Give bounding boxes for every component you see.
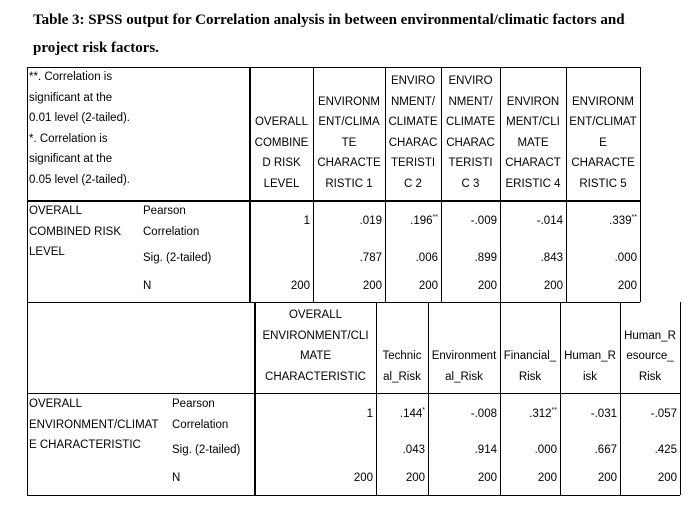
t1-sig-cell-value: .843 bbox=[540, 252, 563, 264]
t1-col-header bbox=[566, 92, 640, 195]
t1-row-label-line: COMBINED RISK bbox=[29, 225, 122, 238]
t2-stat-pearson bbox=[172, 394, 254, 435]
t1-col-header-line: ENVIRONM bbox=[572, 95, 634, 108]
t1-sig-cell bbox=[441, 248, 497, 269]
t2-n-cell-value: 200 bbox=[537, 472, 557, 484]
t1-n-cell bbox=[441, 276, 497, 297]
t1-pearson-cell-value: 1 bbox=[303, 215, 310, 227]
t2-sig-cell-value: .914 bbox=[474, 444, 497, 456]
t2-pearson-cell-value: -.008 bbox=[470, 408, 497, 420]
t1-col-header-line: TERISTI bbox=[448, 157, 493, 169]
t1-col-header-line: CHARACT bbox=[505, 157, 561, 169]
t1-pearson-cell-value: .196 bbox=[410, 215, 433, 227]
t1-n-cell bbox=[250, 276, 310, 297]
t2-bottom-border bbox=[27, 495, 680, 496]
t1-n-cell-value: 200 bbox=[617, 280, 637, 292]
t1-stat-pearson-line: Correlation bbox=[143, 225, 200, 238]
t1-significance-note-line: significant at the bbox=[29, 153, 113, 165]
t2-pearson-cell bbox=[620, 404, 677, 425]
t2-col-header bbox=[428, 346, 500, 387]
t1-col-header-line: ENVIRON bbox=[506, 95, 560, 108]
t1-col-header-line: CLIMATE bbox=[388, 116, 438, 128]
t2-n-cell bbox=[376, 468, 425, 489]
t2-pearson-cell-value: 1 bbox=[366, 408, 373, 420]
t1-row-label-line: OVERALL bbox=[29, 205, 83, 217]
t2-col-divider bbox=[500, 302, 501, 495]
t2-col-header-line: ENVIRONMENT/CLI bbox=[262, 329, 369, 342]
t1-pearson-cell bbox=[250, 211, 310, 232]
t1-n-cell-value: 200 bbox=[362, 280, 382, 292]
t1-col-header-line: C 3 bbox=[461, 177, 480, 190]
t1-n-cell bbox=[385, 276, 438, 297]
t2-col-divider bbox=[376, 302, 377, 495]
t1-pearson-cell-value: .019 bbox=[359, 215, 382, 227]
t1-col-header-line: RISTIC 5 bbox=[579, 177, 627, 190]
t2-n-cell bbox=[428, 468, 497, 489]
t2-col-header bbox=[255, 305, 376, 387]
t1-col-header-line: ENT/CLIMAT bbox=[569, 116, 637, 128]
t2-sig-cell bbox=[428, 440, 497, 461]
t1-col-header-line: CHARAC bbox=[388, 136, 438, 149]
t1-col-header-line: NMENT/ bbox=[390, 95, 436, 108]
t2-n-cell bbox=[500, 468, 557, 489]
t2-sig-cell bbox=[560, 440, 617, 461]
t1-col-header-line: CLIMATE bbox=[446, 116, 495, 128]
t2-left-border bbox=[27, 302, 28, 495]
t1-col-header bbox=[441, 71, 500, 194]
t1-sig-cell-value: .899 bbox=[474, 252, 497, 264]
t1-col-header-line: ENVIRO bbox=[390, 75, 436, 87]
t1-n-cell-value: 200 bbox=[477, 280, 497, 292]
t2-stat-sig bbox=[172, 440, 254, 461]
t2-col-header-line: Environment bbox=[431, 350, 497, 362]
t1-pearson-cell bbox=[500, 211, 563, 232]
t2-pearson-cell bbox=[428, 404, 497, 425]
t1-stat-n bbox=[143, 276, 248, 297]
t2-col-header-line: Risk bbox=[518, 370, 542, 383]
t2-col-header bbox=[376, 346, 428, 387]
t1-col-header-line: D RISK bbox=[262, 157, 301, 169]
t1-bottom-border bbox=[27, 302, 640, 303]
t2-row-label bbox=[29, 394, 179, 456]
t1-sig-cell bbox=[566, 248, 637, 269]
t1-col-header-line: RISTIC 1 bbox=[325, 177, 373, 190]
t2-col-divider bbox=[560, 302, 561, 495]
t1-significance-note-line: *. Correlation is bbox=[29, 132, 108, 145]
t1-col-header bbox=[500, 92, 566, 195]
t1-sig-cell-value: .787 bbox=[359, 252, 382, 264]
t1-col-header bbox=[250, 112, 313, 194]
t2-col-header bbox=[500, 346, 560, 387]
t1-pearson-cell-value: .339 bbox=[609, 215, 632, 227]
t2-col-header-line: al_Risk bbox=[383, 370, 421, 383]
significance-marker: ** bbox=[432, 214, 438, 221]
t1-stat-n-line: N bbox=[143, 280, 152, 292]
t1-significance-note-line: 0.05 level (2-tailed). bbox=[29, 173, 130, 186]
t1-pearson-cell bbox=[566, 211, 637, 232]
t1-left-border bbox=[27, 67, 28, 302]
t2-col-header bbox=[560, 346, 620, 387]
t2-n-cell-value: 200 bbox=[353, 472, 373, 484]
t1-sig-cell bbox=[313, 248, 382, 269]
t1-col-header bbox=[385, 71, 441, 194]
t1-col-header-line: LEVEL bbox=[263, 177, 300, 190]
t2-col-header-line: Risk bbox=[638, 370, 662, 383]
t1-n-cell-value: 200 bbox=[290, 280, 310, 292]
t2-sig-cell-value: .667 bbox=[594, 444, 617, 456]
t1-col-header-line: ERISTIC 4 bbox=[505, 177, 561, 190]
t2-pearson-cell-value: -.031 bbox=[590, 408, 617, 420]
significance-marker: * bbox=[422, 407, 425, 414]
t2-sig-cell-value: .000 bbox=[534, 444, 557, 456]
t2-pearson-cell bbox=[376, 404, 425, 425]
t2-right-border bbox=[680, 302, 681, 495]
t1-pearson-cell-value: -.009 bbox=[470, 215, 497, 227]
t2-pearson-cell bbox=[560, 404, 617, 425]
t2-stat-n bbox=[172, 468, 254, 489]
t2-col-header-line: esource_ bbox=[626, 350, 674, 362]
t2-n-cell-value: 200 bbox=[657, 472, 677, 484]
t2-row-label-line: OVERALL bbox=[29, 398, 83, 410]
t1-col-header-line: CHARACTE bbox=[317, 157, 381, 169]
t1-col-header-line: ENVIRONM bbox=[318, 95, 380, 108]
t2-pearson-cell-value: .312 bbox=[529, 408, 552, 420]
t1-sig-cell bbox=[500, 248, 563, 269]
t1-col-header-line: CHARAC bbox=[446, 136, 495, 149]
t1-n-cell-value: 200 bbox=[418, 280, 438, 292]
t2-n-cell-value: 200 bbox=[477, 472, 497, 484]
t1-pearson-cell bbox=[313, 211, 382, 232]
t2-col-divider bbox=[428, 302, 429, 495]
t2-n-cell bbox=[255, 468, 373, 489]
t1-n-cell-value: 200 bbox=[543, 280, 563, 292]
t2-n-cell bbox=[560, 468, 617, 489]
t2-col-header-line: OVERALL bbox=[288, 309, 343, 321]
t1-col-header-line: CHARACTE bbox=[571, 157, 635, 169]
t2-stat-pearson-line: Correlation bbox=[172, 418, 229, 431]
t1-col-header-line: TERISTI bbox=[390, 157, 436, 169]
t2-col-header-line: Technic bbox=[382, 350, 422, 362]
t1-pearson-cell bbox=[441, 211, 497, 232]
t1-n-cell bbox=[500, 276, 563, 297]
t2-sig-cell-value: .043 bbox=[402, 444, 425, 456]
t1-col-header bbox=[313, 92, 385, 195]
t1-n-cell bbox=[566, 276, 637, 297]
t1-right-border bbox=[640, 67, 641, 302]
t2-col-header bbox=[620, 326, 680, 388]
t2-col-header-line: CHARACTERISTIC bbox=[265, 370, 366, 383]
t2-stat-pearson-line: Pearson bbox=[172, 398, 215, 410]
t1-stat-pearson bbox=[143, 201, 248, 242]
t2-n-cell bbox=[620, 468, 677, 489]
t2-col-header-line: MATE bbox=[299, 350, 332, 362]
t2-col-header-line: Human_R bbox=[624, 329, 676, 342]
significance-marker: ** bbox=[631, 214, 637, 221]
t2-n-cell-value: 200 bbox=[405, 472, 425, 484]
t1-col-header-line: ENVIRO bbox=[448, 75, 493, 87]
t1-significance-note-line: **. Correlation is bbox=[29, 71, 113, 83]
t1-sig-cell bbox=[385, 248, 438, 269]
t1-stat-sig-line: Sig. (2-tailed) bbox=[143, 252, 212, 264]
t1-col-header-line: NMENT/ bbox=[448, 95, 493, 108]
t2-pearson-cell-value: -.057 bbox=[650, 408, 677, 420]
t2-row-label-line: ENVIRONMENT/CLIMAT bbox=[29, 418, 159, 431]
t1-significance-note-line: 0.01 level (2-tailed). bbox=[29, 112, 130, 124]
t1-col-header-line: ENT/CLIMA bbox=[318, 116, 380, 128]
t2-sig-cell bbox=[500, 440, 557, 461]
t1-pearson-cell-value: -.014 bbox=[536, 215, 563, 227]
t1-n-cell bbox=[313, 276, 382, 297]
t1-stat-sig bbox=[143, 248, 248, 269]
t2-stat-n-line: N bbox=[172, 472, 181, 484]
t1-pearson-cell bbox=[385, 211, 438, 232]
t2-col-header-line: al_Risk bbox=[445, 370, 483, 383]
t1-stat-pearson-line: Pearson bbox=[143, 205, 186, 217]
t1-col-header-line: OVERALL bbox=[254, 116, 309, 128]
t1-col-header-line: TE bbox=[341, 136, 357, 149]
t1-significance-note bbox=[29, 67, 249, 190]
t1-col-header-line: MENT/CLI bbox=[506, 116, 560, 128]
t1-col-header-line: COMBINE bbox=[254, 136, 309, 149]
t1-row-label bbox=[29, 201, 149, 263]
t2-sig-cell bbox=[620, 440, 677, 461]
t1-col-header-line: C 2 bbox=[404, 177, 422, 190]
significance-marker: ** bbox=[551, 407, 557, 414]
t2-sig-cell-value: .425 bbox=[654, 444, 677, 456]
t2-col-header-line: isk bbox=[582, 370, 598, 383]
t2-sig-cell bbox=[376, 440, 425, 461]
t2-stat-sig-line: Sig. (2-tailed) bbox=[172, 444, 241, 456]
t2-pearson-cell bbox=[255, 404, 373, 425]
t2-pearson-cell bbox=[500, 404, 557, 425]
t1-significance-note-line: significant at the bbox=[29, 91, 113, 104]
t2-row-label-line: E CHARACTERISTIC bbox=[29, 439, 141, 451]
t1-col-header-line: E bbox=[599, 136, 607, 149]
t1-sig-cell-value: .000 bbox=[614, 252, 637, 264]
t1-row-label-line: LEVEL bbox=[29, 246, 65, 258]
t2-n-cell-value: 200 bbox=[597, 472, 617, 484]
t1-col-header-line: MATE bbox=[517, 136, 549, 149]
t1-sig-cell-value: .006 bbox=[415, 252, 438, 264]
t2-col-header-line: Financial_ bbox=[503, 350, 557, 362]
t2-pearson-cell-value: .144 bbox=[399, 408, 423, 420]
t2-col-header-line: Human_R bbox=[564, 350, 616, 362]
table-caption: Table 3: SPSS output for Correlation analysis in between environmental/climatic factors and project risk factors. bbox=[33, 12, 625, 56]
